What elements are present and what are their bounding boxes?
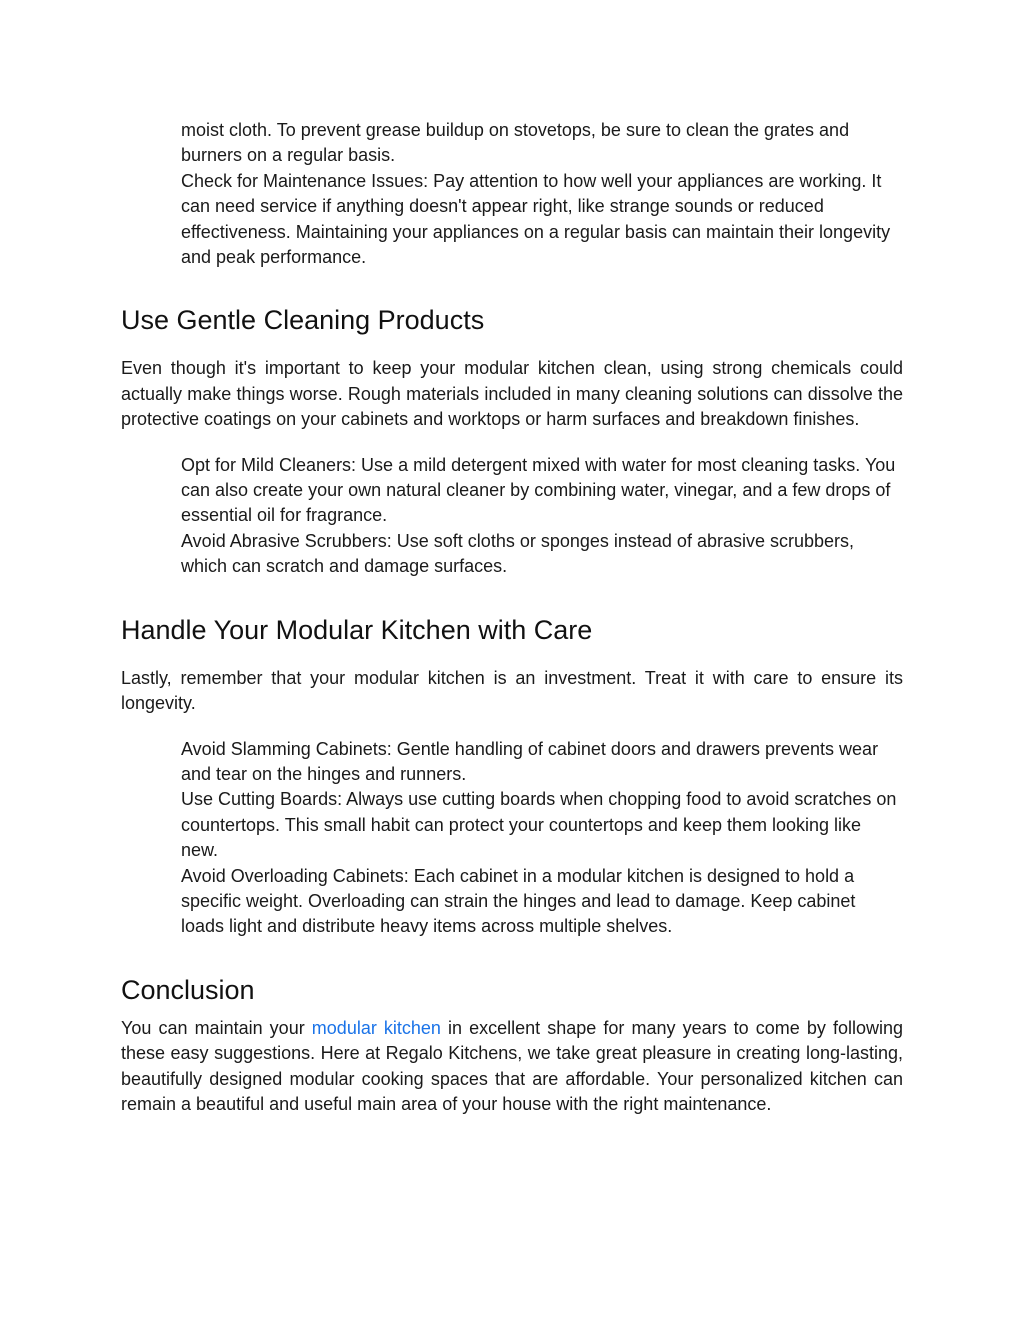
handle-with-care-list	[181, 737, 903, 940]
conclusion-text-start: You can maintain your	[121, 1017, 312, 1038]
gentle-cleaning-list	[181, 453, 903, 580]
list-item: Avoid Slamming Cabinets: Gentle handling of cabinet doors and drawers prevents wear and tear on the hinges and runners.	[181, 738, 879, 784]
modular-kitchen-link[interactable]: modular kitchen	[311, 1017, 441, 1038]
section-heading-handle-with-care: Handle Your Modular Kitchen with Care	[121, 614, 593, 645]
section-intro-handle-with-care: Lastly, remember that your modular kitchen is an investment. Treat it with care to ensure its longevity.	[121, 667, 903, 714]
document-page	[121, 118, 903, 1117]
list-item: Opt for Mild Cleaners: Use a mild detergent mixed with water for most cleaning tasks. You can also create your own natural cleaner by combining water, vinegar, and a few drops of essential oil for fragrance.	[181, 454, 896, 526]
list-item: Use Cutting Boards: Always use cutting boards when chopping food to avoid scratches on countertops. This small habit can protect your countertops and keep them looking like new.	[181, 789, 897, 861]
appliance-care-list	[181, 118, 903, 270]
list-item: Avoid Abrasive Scrubbers: Use soft cloths or sponges instead of abrasive scrubbers, which can scratch and damage surfaces.	[181, 530, 855, 577]
section-heading-gentle-cleaning: Use Gentle Cleaning Products	[121, 305, 485, 336]
conclusion-paragraph	[121, 1016, 903, 1118]
list-item: Check for Maintenance Issues: Pay attention to how well your appliances are working. It can need service if anything doesn't appear right, like strange sounds or reduced effectiveness. Maintaining your appliances on a regular basis can maintain their longevity and peak performance.	[181, 170, 891, 268]
section-heading-conclusion: Conclusion	[121, 974, 255, 1005]
section-intro-gentle-cleaning: Even though it's important to keep your modular kitchen clean, using strong chemicals could actually make things worse. Rough materials included in many cleaning solutions can dissolve the protective coatings on your cabinets and worktops or harm surfaces and breakdown finishes.	[121, 358, 903, 430]
conclusion-text-end: in excellent shape for many years to come by following these easy suggestions. Here at Regalo Kitchens, we take great pleasure in creating long-lasting, beautifully designed modular cooking spaces that are affordable. Your personalized kitchen can remain a beautiful and useful main area of your house with the right maintenance.	[121, 1017, 903, 1114]
list-item: Avoid Overloading Cabinets: Each cabinet in a modular kitchen is designed to hold a specific weight. Overloading can strain the hinges and lead to damage. Keep cabinet loads light and distribute heavy items across multiple shelves.	[181, 865, 856, 937]
list-item: moist cloth. To prevent grease buildup on stovetops, be sure to clean the grates and burners on a regular basis.	[181, 120, 850, 166]
